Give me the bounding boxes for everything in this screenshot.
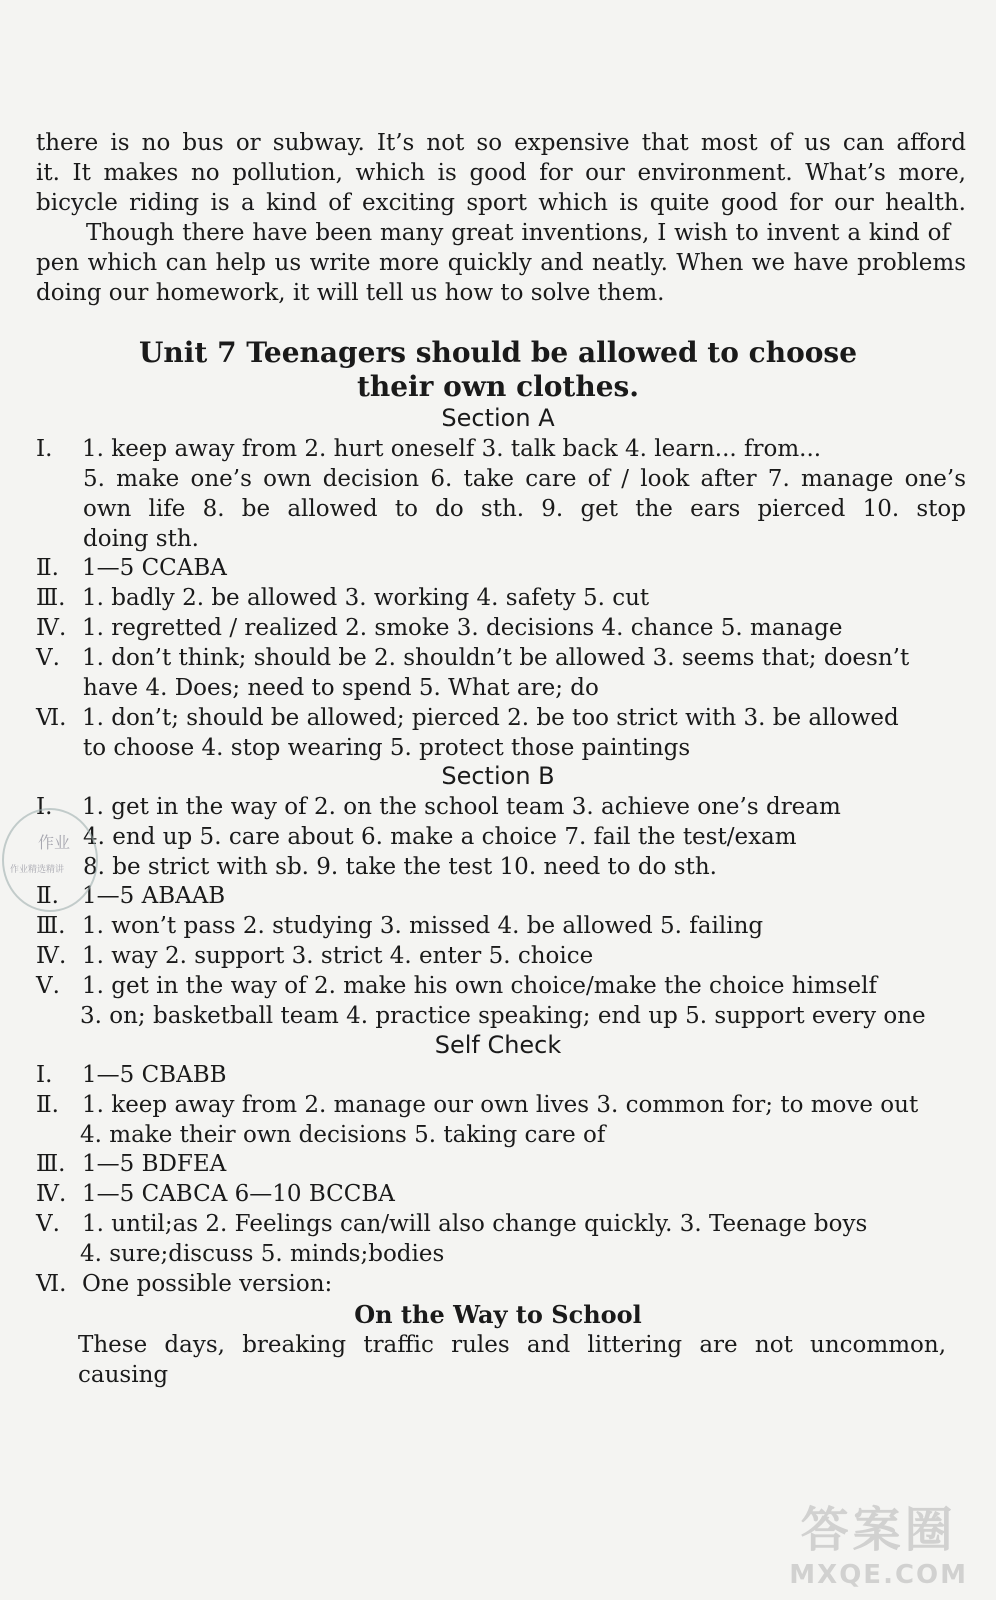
- answer-line: 8. be strict with sb. 9. take the test 10. need to do sth.: [83, 854, 717, 880]
- answer-line: [36, 911, 966, 941]
- roman-numeral: Ⅵ.: [36, 1271, 67, 1297]
- intro-line-3: bicycle riding is a kind of exciting sport which is quite good for our health.: [36, 190, 966, 216]
- roman-numeral: Ⅳ.: [36, 615, 67, 641]
- answer-line: [36, 1269, 966, 1299]
- answer-text: 1. regretted / realized 2. smoke 3. decisions 4. chance 5. manage: [82, 615, 843, 641]
- roman-numeral: Ⅴ.: [36, 973, 60, 999]
- answer-line: [36, 792, 966, 822]
- watermark-logo: [789, 1491, 968, 1590]
- answer-line: have 4. Does; need to spend 5. What are; do: [83, 675, 599, 701]
- roman-numeral: Ⅴ.: [36, 1211, 60, 1237]
- intro-line-1: there is no bus or subway. It’s not so expensive that most of us can afford: [36, 130, 966, 156]
- answer-text: 1—5 BDFEA: [82, 1151, 227, 1177]
- intro-line-4: Though there have been many great inventions, I wish to invent a kind of: [86, 220, 950, 246]
- answer-text: 1. won’t pass 2. studying 3. missed 4. be allowed 5. failing: [82, 913, 764, 939]
- roman-numeral: Ⅲ.: [36, 913, 66, 939]
- answer-text: 1. keep away from 2. manage our own lives 3. common for; to move out: [82, 1092, 919, 1118]
- answer-line: [36, 941, 966, 971]
- stamp-text: 作业: [38, 833, 71, 852]
- roman-numeral: Ⅴ.: [36, 645, 60, 671]
- watermark-text: 答案圈: [800, 1502, 957, 1558]
- section-a-heading: Section A: [441, 404, 555, 432]
- answer-line: 4. sure;discuss 5. minds;bodies: [80, 1241, 445, 1267]
- roman-numeral: Ⅱ.: [36, 555, 59, 581]
- stamp-subtext: 作业精选精讲: [10, 865, 65, 875]
- answer-text: 1. until;as 2. Feelings can/will also change quickly. 3. Teenage boys: [82, 1211, 868, 1237]
- answer-line: 4. end up 5. care about 6. make a choice 7. fail the test/exam: [83, 824, 797, 850]
- answer-line: [36, 553, 966, 583]
- intro-line-6: doing our homework, it will tell us how to solve them.: [36, 280, 665, 306]
- roman-numeral: Ⅳ.: [36, 1181, 67, 1207]
- answer-line: [36, 1179, 966, 1209]
- answer-line: [36, 1149, 966, 1179]
- roman-numeral: Ⅰ.: [36, 436, 53, 462]
- roman-numeral: Ⅲ.: [36, 1151, 66, 1177]
- answer-text: 1. get in the way of 2. on the school team 3. achieve one’s dream: [82, 794, 841, 820]
- answer-line: 4. make their own decisions 5. taking care of: [80, 1122, 606, 1148]
- roman-numeral: Ⅰ.: [36, 794, 53, 820]
- answer-text: 1—5 CABCA 6—10 BCCBA: [82, 1181, 395, 1207]
- answer-text: 1. badly 2. be allowed 3. working 4. safety 5. cut: [82, 585, 650, 611]
- self-check-heading: Self Check: [434, 1031, 562, 1059]
- answer-text: 1. don’t think; should be 2. shouldn’t be allowed 3. seems that; doesn’t: [82, 645, 910, 671]
- unit-title-line-1: Unit 7 Teenagers should be allowed to choose: [138, 336, 858, 369]
- answer-line: [36, 434, 966, 464]
- roman-numeral: Ⅳ.: [36, 943, 67, 969]
- answer-line: [36, 613, 966, 643]
- answer-line: doing sth.: [83, 526, 199, 552]
- answer-text: 1. keep away from 2. hurt oneself 3. talk back 4. learn... from...: [82, 436, 822, 462]
- answer-text: 1. get in the way of 2. make his own choice/make the choice himself: [82, 973, 878, 999]
- answer-line: [36, 881, 966, 911]
- answer-line: [36, 1209, 966, 1239]
- roman-numeral: Ⅰ.: [36, 1062, 53, 1088]
- answer-line: [36, 583, 966, 613]
- answer-line: 5. make one’s own decision 6. take care of / look after 7. manage one’s: [83, 466, 966, 492]
- unit-title-line-2: their own clothes.: [356, 370, 640, 403]
- section-b-heading: Section B: [441, 762, 555, 790]
- answer-text: 1. way 2. support 3. strict 4. enter 5. choice: [82, 943, 594, 969]
- roman-numeral: Ⅵ.: [36, 705, 67, 731]
- essay-first-line: These days, breaking traffic rules and littering are not uncommon, causing: [78, 1332, 946, 1388]
- answer-line: [36, 703, 966, 733]
- answer-text: 1—5 ABAAB: [82, 883, 226, 909]
- intro-line-2: it. It makes no pollution, which is good for our environment. What’s more,: [36, 160, 966, 186]
- answer-line: [36, 1060, 966, 1090]
- answer-line: own life 8. be allowed to do sth. 9. get the ears pierced 10. stop: [83, 496, 966, 522]
- intro-line-5: pen which can help us write more quickly and neatly. When we have problems: [36, 250, 966, 276]
- answer-text: 1—5 CBABB: [82, 1062, 227, 1088]
- watermark-url: MXQE.COM: [789, 1560, 968, 1590]
- essay-title: On the Way to School: [354, 1300, 642, 1329]
- answer-text: One possible version:: [82, 1271, 333, 1297]
- roman-numeral: Ⅲ.: [36, 585, 66, 611]
- answer-line: [36, 1090, 966, 1120]
- answer-line: to choose 4. stop wearing 5. protect those paintings: [83, 735, 691, 761]
- roman-numeral: Ⅱ.: [36, 883, 59, 909]
- answer-text: 1—5 CCABA: [82, 555, 227, 581]
- answer-line: 3. on; basketball team 4. practice speaking; end up 5. support every one: [80, 1003, 926, 1029]
- answer-line: [36, 643, 966, 673]
- answer-text: 1. don’t; should be allowed; pierced 2. be too strict with 3. be allowed: [82, 705, 899, 731]
- roman-numeral: Ⅱ.: [36, 1092, 59, 1118]
- stamp-seal: [2, 808, 98, 912]
- answer-line: [36, 971, 966, 1001]
